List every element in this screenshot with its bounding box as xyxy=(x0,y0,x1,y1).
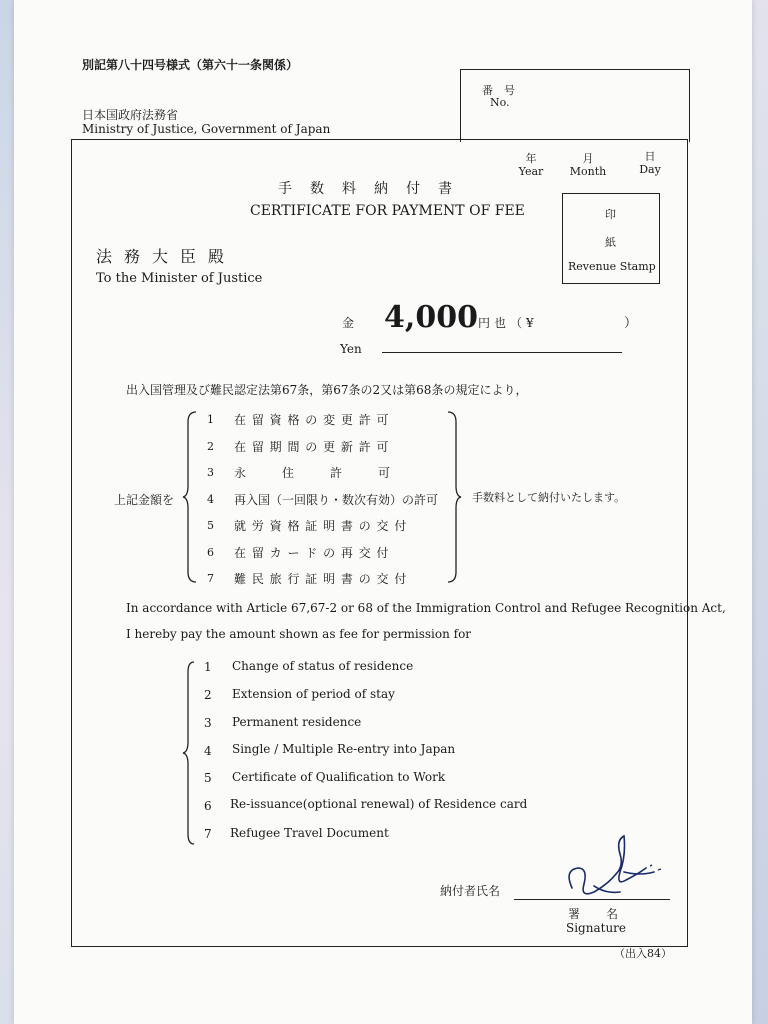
ja-item-text: 在 留 資 格 の 変 更 許 可 xyxy=(234,413,390,427)
en-item-number: 7 xyxy=(204,827,212,841)
en-item-number: 3 xyxy=(204,716,212,730)
law-reference-ja: 出入国管理及び難民認定法第67条，第67条の2又は第68条の規定により， xyxy=(126,383,528,397)
intro-en-line-1: In accordance with Article 67,67-2 or 68 of the Immigration Control and Refugee Recognition Act, xyxy=(126,601,726,615)
day-label-ja: 日 xyxy=(644,150,656,163)
ja-item-number: 1 xyxy=(207,413,214,426)
ja-item-number: 2 xyxy=(207,440,214,453)
en-item-text: Single / Multiple Re-entry into Japan xyxy=(232,742,456,756)
left-brace-en xyxy=(182,660,196,846)
ja-item-text: 就 労 資 格 証 明 書 の 交 付 xyxy=(234,519,408,533)
intro-en-line-2: I hereby pay the amount shown as fee for permission for xyxy=(126,627,472,641)
signature-line xyxy=(514,899,670,900)
left-brace-ja xyxy=(182,410,198,584)
yen-label: Yen xyxy=(340,342,362,356)
stamp-label-ja-1: 印 xyxy=(605,208,616,221)
en-item-text: Refugee Travel Document xyxy=(230,826,389,840)
amount-prefix: 金 xyxy=(342,316,355,330)
ministry-name-en: Ministry of Justice, Government of Japan xyxy=(82,122,331,136)
handwritten-signature xyxy=(554,832,674,912)
amount-paren-close: ） xyxy=(624,316,638,331)
form-number-label: 別記第八十四号様式（第六十一条関係） xyxy=(82,58,299,72)
en-item-number: 5 xyxy=(204,771,212,785)
title-ja: 手数料納付書 xyxy=(278,181,470,197)
amount-underline xyxy=(382,352,622,353)
ja-item-number: 4 xyxy=(207,493,214,506)
year-label-en: Year xyxy=(518,165,544,178)
en-item-number: 4 xyxy=(204,744,212,758)
number-label-en: No. xyxy=(490,96,510,109)
right-brace-ja xyxy=(446,410,462,584)
addressee-ja: 法務大臣殿 xyxy=(96,247,237,266)
stamp-label-en: Revenue Stamp xyxy=(568,260,656,273)
en-item-text: Extension of period of stay xyxy=(232,687,395,701)
ministry-name-ja: 日本国政府法務省 xyxy=(82,108,179,122)
number-label-ja: 番 号 xyxy=(482,84,515,97)
en-item-text: Change of status of residence xyxy=(232,659,414,673)
en-item-text: Permanent residence xyxy=(232,715,362,729)
form-sheet xyxy=(14,0,752,1024)
month-label-ja: 月 xyxy=(582,152,594,165)
en-item-number: 1 xyxy=(204,660,212,674)
ja-item-text: 在 留 期 間 の 更 新 許 可 xyxy=(234,440,390,454)
month-label-en: Month xyxy=(569,165,607,178)
ja-item-number: 3 xyxy=(207,466,214,479)
year-label-ja: 年 xyxy=(525,152,537,165)
amount-suffix: 円也（¥ xyxy=(478,316,538,330)
stamp-label-ja-2: 紙 xyxy=(605,236,616,249)
en-item-text: Re-issuance(optional renewal) of Residence card xyxy=(230,797,528,811)
title-en: CERTIFICATE FOR PAYMENT OF FEE xyxy=(250,203,525,219)
signature-label-en: Signature xyxy=(566,921,627,935)
suffix-ja: 手数料として納付いたします。 xyxy=(472,491,626,504)
signature-label-ja: 署名 xyxy=(568,907,645,921)
en-item-number: 6 xyxy=(204,799,212,813)
payer-name-label-ja: 納付者氏名 xyxy=(440,884,501,898)
ja-item-text: 永 住 許 可 xyxy=(234,466,391,480)
ja-item-text: 在 留 カ ー ド の 再 交 付 xyxy=(234,546,390,560)
form-code: （出入84） xyxy=(614,947,672,960)
ja-item-number: 5 xyxy=(207,519,214,532)
ja-item-text: 難 民 旅 行 証 明 書 の 交 付 xyxy=(234,572,408,586)
ja-item-number: 7 xyxy=(207,572,214,585)
day-label-en: Day xyxy=(639,163,661,176)
addressee-en: To the Minister of Justice xyxy=(96,271,263,286)
ja-item-text: 再入国（一回限り・数次有効）の許可 xyxy=(234,493,439,507)
prefix-ja: 上記金額を xyxy=(114,493,175,507)
en-item-text: Certificate of Qualification to Work xyxy=(232,770,446,784)
amount-value: 4,000 xyxy=(384,300,478,335)
en-item-number: 2 xyxy=(204,688,212,702)
ja-item-number: 6 xyxy=(207,546,214,559)
